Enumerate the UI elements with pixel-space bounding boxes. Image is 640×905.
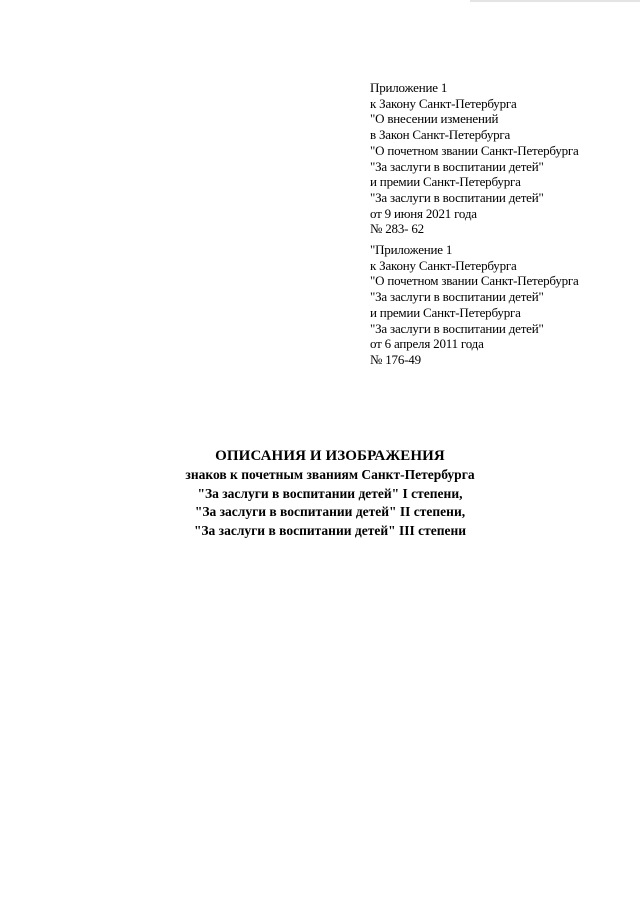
scan-edge-line [470,0,640,2]
appendix-header-original [370,242,635,368]
appendix-line: "О внесении изменений [370,111,499,127]
appendix-line: "За заслуги в воспитании детей" [370,189,544,205]
title-line: "За заслуги в воспитании детей" II степени, [194,504,466,519]
appendix-line: к Закону Санкт-Петербурга [370,95,517,111]
appendix-line: "За заслуги в воспитании детей" [370,289,544,305]
appendix-line: "О почетном звании Санкт-Петербурга [370,142,579,158]
title-line: "За заслуги в воспитании детей" III степени [193,522,467,538]
appendix-date: от 6 апреля 2011 года [370,336,484,352]
appendix-line: "За заслуги в воспитании детей" [370,320,544,336]
appendix-line: к Закону Санкт-Петербурга [370,257,517,273]
document-title [0,446,640,540]
appendix-number: № 176-49 [370,351,421,367]
appendix-line: "Приложение 1 [370,242,453,257]
appendix-line: и премии Санкт-Петербурга [370,304,521,320]
appendix-line: "За заслуги в воспитании детей" [370,158,544,174]
appendix-line: в Закон Санкт-Петербурга [370,127,511,143]
appendix-line: "О почетном звании Санкт-Петербурга [370,273,579,289]
appendix-date: от 9 июня 2021 года [370,205,477,221]
appendix-number: № 283- 62 [370,221,424,237]
title-heading: ОПИСАНИЯ И ИЗОБРАЖЕНИЯ [215,448,445,464]
appendix-line: и премии Санкт-Петербурга [370,174,521,190]
title-line: "За заслуги в воспитании детей" I степени, [197,485,463,501]
title-line: знаков к почетным званиям Санкт-Петербурга [185,467,475,482]
appendix-header-current [370,80,635,237]
appendix-line: Приложение 1 [370,80,448,95]
